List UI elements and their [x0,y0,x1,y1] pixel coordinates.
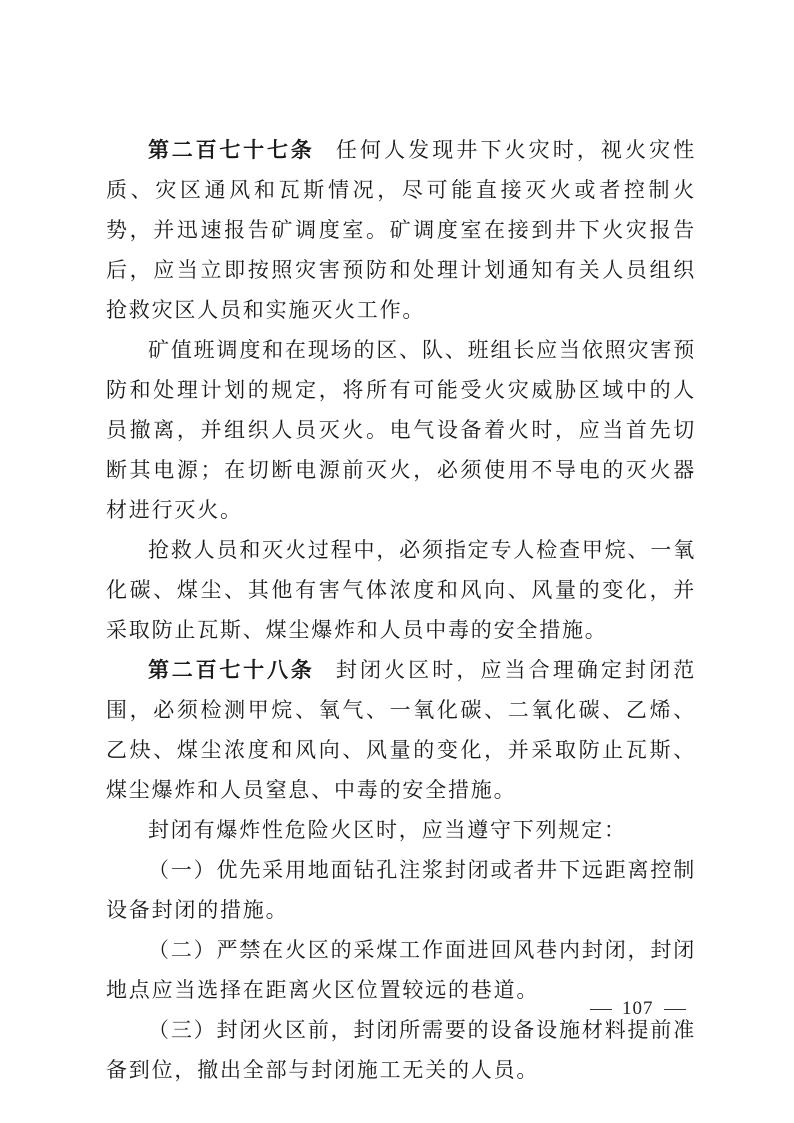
article-278-item-1 [106,850,696,930]
article-278-paragraph-1 [106,650,696,810]
article-278-paragraph-2 [106,810,696,850]
article-277-text-1: 任何人发现井下火灾时，视火灾性质、灾区通风和瓦斯情况，尽可能直接灭火或者控制火势，并迅速报告矿调度室。矿调度室在接到井下火灾报告后，应当立即按照灾害预防和处理计划通知有关人员组织抢救灾区人员和实施灭火工作。 [106,138,697,322]
article-277-number: 第二百七十七条 [148,138,315,162]
article-277-paragraph-1 [106,130,696,330]
article-277-paragraph-3 [106,530,696,650]
article-278-text-2: 封闭有爆炸性危险火区时，应当遵守下列规定： [148,818,627,842]
footer-dash-right [664,1009,686,1010]
article-278-text-1: 封闭火区时，应当合理确定封闭范围，必须检测甲烷、氧气、一氧化碳、二氧化碳、乙烯、乙炔、煤尘浓度和风向、风量的变化，并采取防止瓦斯、煤尘爆炸和人员窒息、中毒的安全措施。 [106,658,697,802]
page-footer [580,998,696,1020]
article-278-number: 第二百七十八条 [148,658,315,682]
article-277-text-3: 抢救人员和灭火过程中，必须指定专人检查甲烷、一氧化碳、煤尘、其他有害气体浓度和风向、风量的变化，并采取防止瓦斯、煤尘爆炸和人员中毒的安全措施。 [106,538,696,642]
page-number: 107 [622,998,654,1019]
article-277-text-2: 矿值班调度和在现场的区、队、班组长应当依照灾害预防和处理计划的规定，将所有可能受火灾威胁区域中的人员撤离，并组织人员灭火。电气设备着火时，应当首先切断其电源；在切断电源前灭火，必须使用不导电的灭火器材进行灭火。 [106,338,696,522]
article-278-item-3 [106,1010,696,1090]
article-278-item-1-text: （一）优先采用地面钻孔注浆封闭或者井下远距离控制设备封闭的措施。 [106,858,696,922]
article-278-item-3-text: （三）封闭火区前，封闭所需要的设备设施材料提前准备到位，撤出全部与封闭施工无关的人员。 [106,1018,696,1082]
footer-dash-left [590,1009,612,1010]
article-278-item-2-text: （二）严禁在火区的采煤工作面进回风巷内封闭，封闭地点应当选择在距离火区位置较远的巷道。 [106,938,696,1002]
article-277-paragraph-2 [106,330,696,530]
document-body [106,130,696,1090]
